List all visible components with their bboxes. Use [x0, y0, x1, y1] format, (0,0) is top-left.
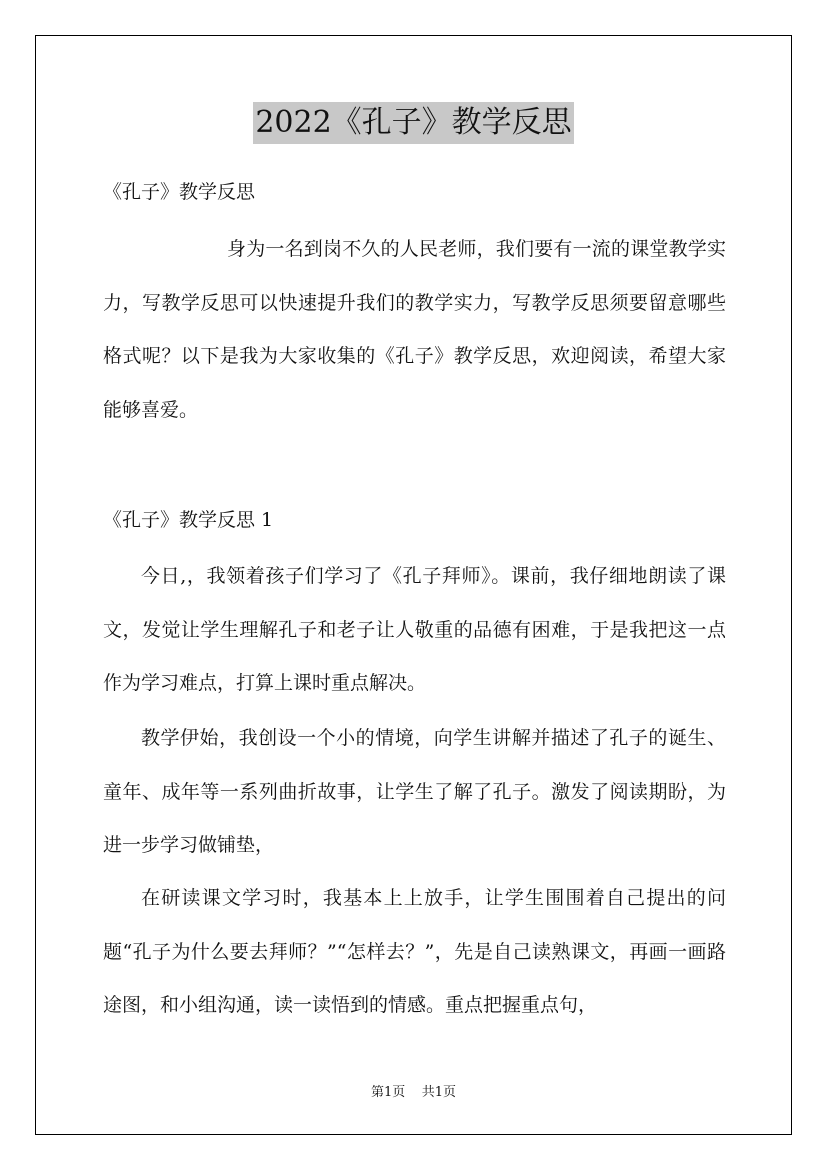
body-paragraph-3: 在研读课文学习时，我基本上上放手，让学生围围着自己提出的问题“孔子为什么要去拜师？”“怎样去？”，先是自己读熟课文，再画一画路途图，和小组沟通，读一读悟到的情感。重点把握重点句， — [103, 887, 726, 1016]
page-total: 共1页 — [421, 1085, 457, 1100]
section-heading-1: 《孔子》教学反思 1 — [103, 509, 274, 531]
document-page — [35, 35, 792, 1135]
page-footer — [36, 1084, 791, 1102]
document-subheading: 《孔子》教学反思 — [103, 181, 256, 203]
page-number: 第1页 — [370, 1085, 406, 1100]
title-container — [36, 102, 791, 144]
intro-paragraph: 身为一名到岗不久的人民老师，我们要有一流的课堂教学实力，写教学反思可以快速提升我们的教学实力，写教学反思须要留意哪些格式呢？以下是我为大家收集的《孔子》教学反思，欢迎阅读，希望大家能够喜爱。 — [103, 238, 726, 421]
document-title: 2022《孔子》教学反思 — [253, 102, 573, 144]
body-paragraph-1: 今日,，我领着孩子们学习了《孔子拜师》。课前，我仔细地朗读了课文，发觉让学生理解孔子和老子让人敬重的品德有困难，于是我把这一点作为学习难点，打算上课时重点解决。 — [103, 565, 726, 694]
body-paragraph-2: 教学伊始，我创设一个小的情境，向学生讲解并描述了孔子的诞生、童年、成年等一系列曲折故事，让学生了解了孔子。激发了阅读期盼，为进一步学习做铺垫， — [103, 727, 726, 856]
